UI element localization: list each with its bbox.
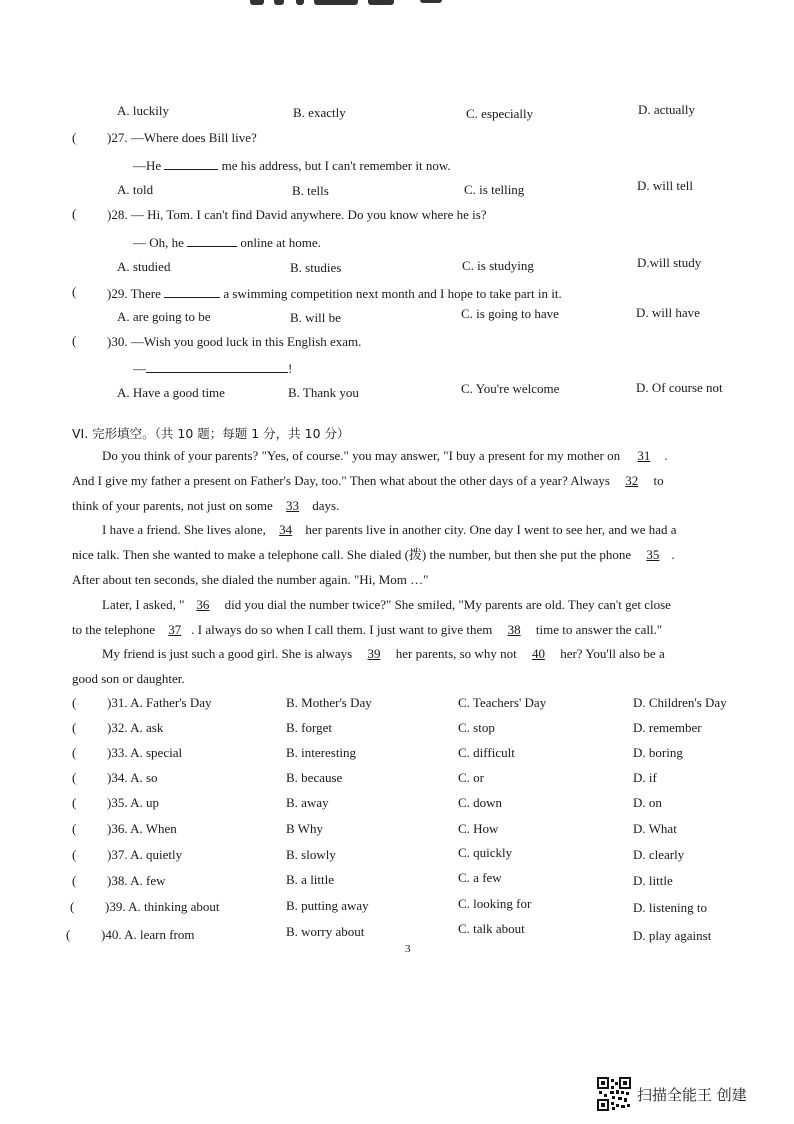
option-row-40-c: C. talk about — [458, 921, 525, 936]
option-row-38-c: C. a few — [458, 870, 502, 885]
option-row-32-d: D. remember — [633, 720, 702, 735]
option-row-37-a: )37. A. quietly — [107, 847, 183, 862]
scanner-label: 扫描全能王 创建 — [637, 1085, 747, 1104]
option-row-33-c: C. difficult — [458, 745, 515, 760]
q28-option-b: B. studies — [290, 260, 342, 275]
q29-option-d: D. will have — [636, 305, 700, 320]
page-number: 3 — [405, 943, 411, 955]
option-row-36-c: C. How — [458, 821, 499, 836]
q28-option-c: C. is studying — [462, 258, 534, 273]
option-row-38-b: B. a little — [286, 872, 335, 887]
q27-stem: )27. —Where does Bill live? — [107, 130, 257, 145]
option-row-34-a: )34. A. so — [107, 770, 158, 785]
option-row-39-a: )39. A. thinking about — [105, 899, 220, 914]
q29-option-b: B. will be — [290, 310, 341, 325]
option-row-33-b: B. interesting — [286, 745, 357, 760]
option-row-37-c: C. quickly — [458, 845, 513, 860]
blank-32: 32 — [625, 473, 639, 488]
q30-option-a: A. Have a good time — [117, 385, 225, 400]
option-row-32-a: )32. A. ask — [107, 720, 164, 735]
option-row-35-c: C. down — [458, 795, 503, 810]
q28-stem: )28. — Hi, Tom. I can't find David anywhere. Do you know where he is? — [107, 207, 487, 222]
q27-option-b: B. tells — [292, 183, 329, 198]
option-row-33-d: D. boring — [633, 745, 683, 760]
q26-option-b: B. exactly — [293, 105, 346, 120]
passage-paragraph-1: Do you think of your parents? "Yes, of course." you may answer, "I buy a present for my mother on 31 . And I give my father a present on Father's Day, too." Then what about the other days of a year? Always 32 to think of your parents, not just on some 33 days. — [72, 448, 668, 513]
q27-option-a: A. told — [117, 182, 154, 197]
option-row-31-b: B. Mother's Day — [286, 695, 372, 710]
option-row-35-d: D. on — [633, 795, 662, 810]
scanner-watermark — [597, 1077, 747, 1111]
passage-paragraph-2: I have a friend. She lives alone, 34 her parents live in another city. One day I went to see her, and we had a nice talk. Then she wanted to make a telephone call. She dialed (拨) the number, but then she put the phone 35 . After about ten seconds, she dialed the number again. "Hi, Mom …" — [72, 522, 677, 587]
answer-paren: ( — [72, 333, 77, 348]
option-row-40-d: D. play against — [633, 928, 712, 943]
option-row-34-b: B. because — [286, 770, 343, 785]
option-row-36-b: B Why — [286, 821, 323, 836]
option-row-32-b: B. forget — [286, 720, 332, 735]
q28-option-d: D.will study — [637, 255, 702, 270]
option-row-40-b: B. worry about — [286, 924, 365, 939]
qr-code-icon — [597, 1077, 631, 1111]
answer-paren: ( — [72, 284, 77, 299]
section-title: VI. 完形填空。（共 10 题；每题 1 分，共 10 分） — [72, 426, 350, 441]
option-row-31-a: )31. A. Father's Day — [107, 695, 212, 710]
blank-39: 39 — [367, 646, 381, 661]
q30-line2: — ! — [133, 361, 293, 376]
option-row-36-a: )36. A. When — [107, 821, 177, 836]
q30-stem: )30. —Wish you good luck in this English exam. — [107, 334, 362, 349]
q29-option-a: A. are going to be — [117, 309, 211, 324]
q26-option-d: D. actually — [638, 102, 696, 117]
q30-option-c: C. You're welcome — [461, 381, 560, 396]
option-row-34-c: C. or — [458, 770, 484, 785]
blank-37: 37 — [168, 622, 182, 637]
option-row-31-c: C. Teachers' Day — [458, 695, 547, 710]
cropped-header-fragment — [250, 0, 470, 6]
q30-option-b: B. Thank you — [288, 385, 359, 400]
option-row-38-a: )38. A. few — [107, 873, 166, 888]
option-row-35-a: )35. A. up — [107, 795, 159, 810]
option-row-37-d: D. clearly — [633, 847, 685, 862]
answer-paren: ( — [72, 206, 77, 221]
option-row-38-d: D. little — [633, 873, 673, 888]
option-row-35-b: B. away — [286, 795, 329, 810]
option-row-39-c: C. looking for — [458, 896, 532, 911]
answer-paren: ( — [72, 130, 77, 145]
option-row-33-a: )33. A. special — [107, 745, 183, 760]
q28-line2: — Oh, he online at home. — [133, 235, 321, 250]
q27-line2: —He me his address, but I can't remember it now. — [133, 158, 451, 173]
blank-38: 38 — [507, 622, 521, 637]
passage-paragraph-3: Later, I asked, " 36 did you dial the number twice?" She smiled, "My parents are old. They can't get close to the telephone 37 . I always do so when I call them. I just want to give them 38 time to answer the call." — [72, 597, 671, 637]
q28-option-a: A. studied — [117, 259, 171, 274]
blank-40: 40 — [531, 646, 545, 661]
q29-option-c: C. is going to have — [461, 306, 559, 321]
option-row-32-c: C. stop — [458, 720, 495, 735]
option-row-40-a: )40. A. learn from — [101, 927, 195, 942]
option-row-39-d: D. listening to — [633, 900, 708, 915]
q27-option-d: D. will tell — [637, 178, 693, 193]
passage-paragraph-4: My friend is just such a good girl. She is always 39 her parents, so why not 40 her? You'll also be a good son or daughter. — [72, 646, 665, 686]
q30-option-d: D. Of course not — [636, 380, 723, 395]
option-row-39-b: B. putting away — [286, 898, 369, 913]
blank-33: 33 — [286, 498, 300, 513]
q29-stem: )29. There a swimming competition next month and I hope to take part in it. — [107, 286, 562, 301]
blank-36: 36 — [196, 597, 210, 612]
blank-34: 34 — [279, 522, 293, 537]
blank-31: 31 — [637, 448, 651, 463]
q26-option-c: C. especially — [466, 106, 534, 121]
blank-35: 35 — [646, 547, 660, 562]
option-row-37-b: B. slowly — [286, 847, 336, 862]
option-row-31-d: D. Children's Day — [633, 695, 727, 710]
option-row-34-d: D. if — [633, 770, 657, 785]
q27-option-c: C. is telling — [464, 182, 525, 197]
q26-option-a: A. luckily — [117, 103, 169, 118]
option-row-36-d: D. What — [633, 821, 677, 836]
